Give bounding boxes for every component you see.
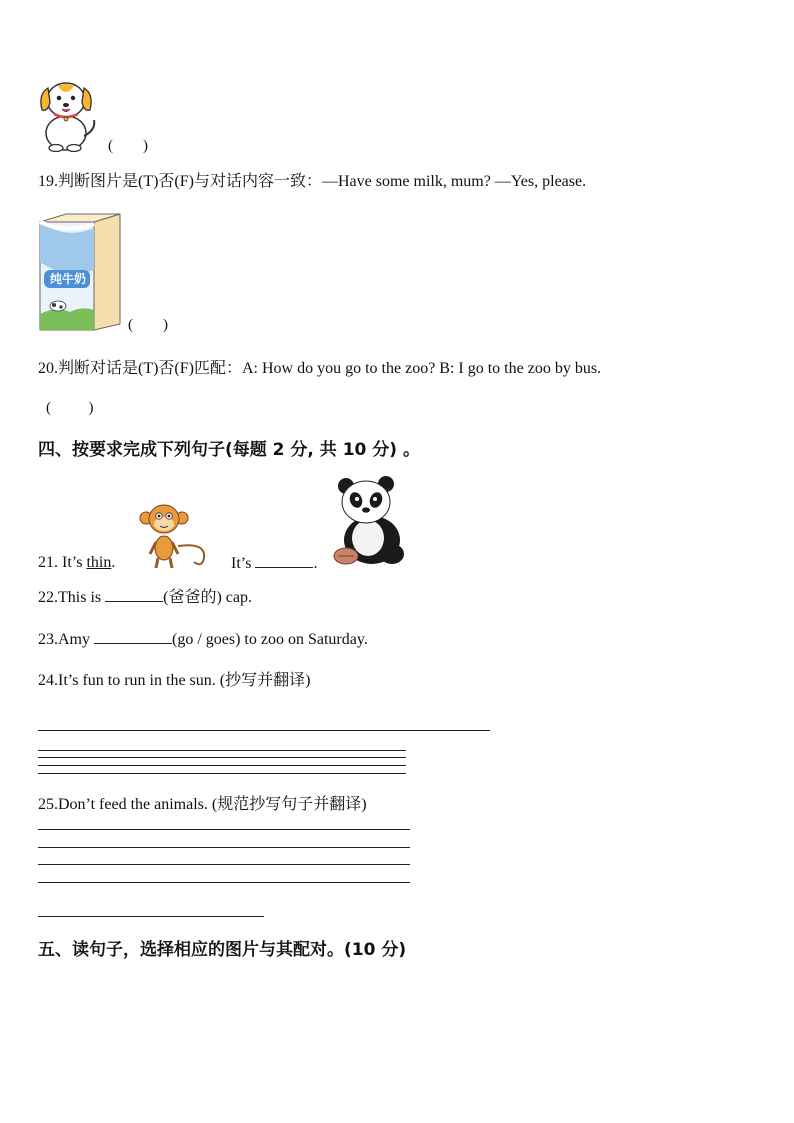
q24-writing-line[interactable]	[38, 773, 406, 774]
q22-sentence	[38, 587, 252, 608]
q23-suffix: (go / goes) to zoo on Saturday.	[172, 631, 368, 648]
q21-suffix: .	[111, 554, 116, 571]
q24-writing-line[interactable]	[38, 750, 406, 751]
section5-heading: 五、读句子，选择相应的图片与其配对。(10 分)	[38, 940, 407, 960]
q25-writing-line[interactable]	[38, 916, 264, 917]
q25-question: 25.Don’t feed the animals. (规范抄写句子并翻译)	[38, 796, 367, 813]
q22-prefix: 22.This is	[38, 589, 106, 606]
q22-answer-blank[interactable]	[105, 587, 163, 602]
q25-writing-line[interactable]	[38, 829, 410, 830]
monkey-illustration	[134, 502, 210, 570]
q25-writing-line[interactable]	[38, 864, 410, 865]
q21-second-sentence	[231, 553, 317, 574]
q23-sentence	[38, 629, 368, 650]
q23-prefix: 23.Amy	[38, 631, 94, 648]
q21-sentence	[38, 553, 115, 573]
q21-prefix: 21. It’s	[38, 554, 87, 571]
section4-heading: 四、按要求完成下列句子(每题 2 分, 共 10 分) 。	[38, 440, 420, 460]
q24-writing-line[interactable]	[38, 757, 406, 758]
q25-writing-line[interactable]	[38, 882, 410, 883]
milk-carton-label: 纯牛奶	[49, 272, 86, 286]
q18-answer-paren[interactable]: ( )	[108, 138, 148, 154]
q25-writing-line[interactable]	[38, 847, 410, 848]
dog-illustration	[36, 78, 100, 152]
q23-answer-blank[interactable]	[94, 629, 172, 644]
q21-second-suffix: .	[313, 555, 318, 572]
q24-question: 24.It’s fun to run in the sun. (抄写并翻译)	[38, 672, 311, 689]
q21-second-prefix: It’s	[231, 555, 256, 572]
q24-writing-line[interactable]	[38, 765, 406, 766]
q24-writing-line[interactable]	[38, 730, 490, 731]
q20-question: 20.判断对话是(T)否(F)匹配：A: How do you go to the zoo? B: I go to the zoo by bus.	[38, 360, 602, 377]
q19-answer-paren[interactable]: ( )	[128, 317, 168, 333]
panda-illustration	[328, 474, 408, 568]
q20-answer-paren[interactable]: ( )	[46, 400, 94, 416]
milk-carton-illustration	[36, 210, 124, 332]
q21-answer-blank[interactable]	[255, 553, 313, 568]
q19-question: 19.判断图片是(T)否(F)与对话内容一致：—Have some milk, mum? —Yes, please.	[38, 173, 587, 190]
q22-suffix: (爸爸的) cap.	[163, 589, 252, 606]
q21-example-word: thin	[86, 554, 112, 571]
